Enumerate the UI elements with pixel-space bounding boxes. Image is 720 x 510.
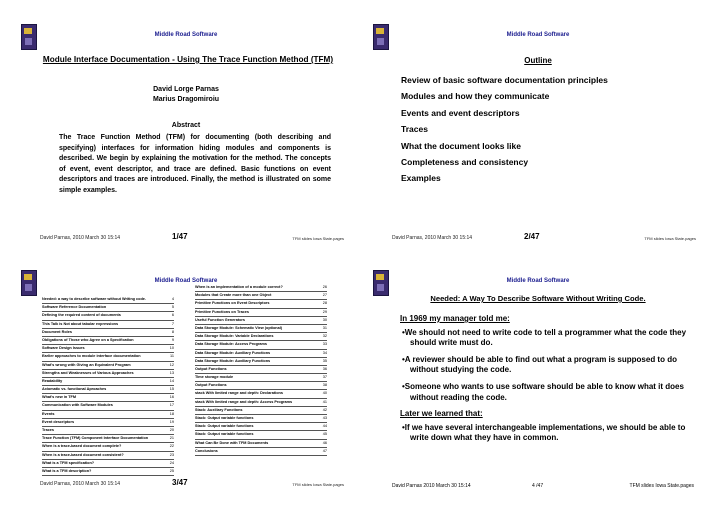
toc-entry-page: 42 — [322, 407, 327, 412]
toc-entry — [195, 399, 327, 407]
outline-item: Modules and how they communicate — [401, 91, 550, 102]
toc-right-column — [195, 284, 327, 456]
toc-entry-title: Defining the required content of documents — [42, 313, 121, 318]
toc-entry-title: Software Reference Documentation — [42, 305, 107, 310]
authors — [18, 85, 354, 105]
toc-entry-title: Data Storage Module: Schematic View (optional) — [195, 325, 283, 330]
toc-entry-title: Stack: Output variable functions — [195, 432, 254, 437]
toc-entry-title: What Can Be Done with TFM Documents — [195, 440, 269, 445]
toc-entry-page: 18 — [169, 411, 174, 416]
page-number: 4 /47 — [532, 483, 544, 489]
toc-entry-page: 13 — [169, 370, 174, 375]
toc-entry-page: 9 — [171, 337, 174, 342]
toc-entry — [42, 394, 174, 402]
toc-entry — [42, 296, 174, 304]
toc-entry-page: 38 — [322, 383, 327, 388]
toc-entry — [42, 419, 174, 427]
toc-entry-title: Stack: Output variable functions — [195, 424, 254, 429]
toc-entry — [42, 460, 174, 468]
bullet: •If we have several interchangeable implementations, we should be able to write down what they have in common. — [402, 422, 686, 443]
toc-entry-page: 28 — [322, 301, 327, 306]
toc-entry-title: Modules that Create more than one Object — [195, 293, 272, 298]
toc-entry — [42, 362, 174, 370]
toc-entry — [195, 284, 327, 292]
toc-entry-page: 31 — [322, 325, 327, 330]
toc-entry-page: 41 — [322, 399, 327, 404]
outline-item: Review of basic software documentation principles — [401, 75, 608, 85]
toc-entry — [195, 431, 327, 439]
toc-entry-title: Primitive Functions on Traces — [195, 309, 250, 314]
toc-entry — [195, 333, 327, 341]
slide-header: Middle Road Software — [506, 32, 570, 38]
toc-entry-title: Output Functions — [195, 383, 227, 388]
toc-entry — [42, 411, 174, 419]
author-1: David Lorge Parnas — [153, 86, 219, 93]
abstract-text: The Trace Function Method (TFM) for documenting (both describing and specifying) interfaces for information hiding modules and components is described. We begin by explaining the motivation for the method. The concepts of event, event descriptor, and trace are defined. Basic functions on event descriptors and traces are introduced. Finally, the method is illustrated on some simple examples. — [59, 134, 331, 194]
toc-entry — [195, 423, 327, 431]
toc-entry-title: stack With limited range and depth: Declarations — [195, 391, 283, 396]
toc-entry — [42, 435, 174, 443]
toc-entry-page: 32 — [322, 334, 327, 339]
toc-entry-page: 12 — [169, 362, 174, 367]
toc-entry-page: 24 — [169, 460, 174, 465]
toc-entry — [195, 350, 327, 358]
toc-entry — [195, 390, 327, 398]
learned-line: Later we learned that: — [400, 409, 483, 419]
toc-entry-page: 22 — [169, 444, 174, 449]
toc-entry-page: 45 — [322, 432, 327, 437]
toc-entry-page: 8 — [171, 329, 174, 334]
page-number: 1/47 — [172, 232, 188, 241]
toc-entry — [42, 370, 174, 378]
toc-entry-title: Stack: Output variable functions — [195, 416, 254, 420]
toc-entry-title: Event descriptors — [42, 419, 75, 424]
toc-entry-page: 27 — [322, 293, 327, 298]
toc-entry-title: Earlier approaches to module interface documentation — [42, 354, 141, 359]
toc-entry — [42, 378, 174, 386]
toc-entry-page: 37 — [322, 375, 327, 380]
toc-entry-page: 11 — [170, 354, 174, 359]
toc-entry — [42, 321, 174, 329]
intro-line: In 1969 my manager told me: — [400, 314, 510, 323]
toc-entry-page: 6 — [171, 313, 174, 318]
footer-left: David Parnas 2010 March 30 15:14 — [392, 483, 471, 489]
footer-left: David Parnas, 2010 March 30 15:14 — [40, 481, 121, 487]
toc-entry-title: Data Storage Module: Access Programs — [195, 342, 268, 347]
outline-item: Completeness and consistency — [401, 156, 529, 167]
bullet: •A reviewer should be able to find out what a program is supposed to do without studying the code. — [402, 354, 677, 375]
toc-entry — [195, 448, 327, 456]
toc-entry — [42, 468, 174, 476]
toc-entry — [42, 402, 174, 410]
toc-entry-page: 36 — [322, 366, 327, 371]
outline-item: Examples — [401, 173, 441, 184]
toc-entry-title: This Talk is Not about tabular expressions — [42, 321, 119, 326]
toc-entry-title: Needed: a way to describe software without Writing code. — [42, 297, 146, 301]
slide-1 — [18, 20, 354, 249]
toc-entry-page: 17 — [169, 403, 174, 408]
toc-entry-page: 34 — [322, 350, 327, 355]
toc-entry-title: Primitive Functions on Event Descriptors — [195, 301, 270, 306]
toc-entry-page: 30 — [322, 317, 327, 322]
toc-entry — [42, 386, 174, 394]
toc-entry — [195, 300, 327, 308]
toc-entry-title: Events — [42, 411, 55, 416]
toc-entry-title: Axiomatic vs. functional Aproaches — [42, 387, 107, 392]
toc-entry-title: When is a trace-based document complete? — [42, 444, 122, 449]
toc-entry — [42, 427, 174, 435]
footer-right: TFM slides Iowa State.pages — [292, 236, 344, 241]
outline-item: Traces — [401, 124, 428, 135]
toc-entry — [42, 304, 174, 312]
bullet: •Someone who wants to use software should be able to know what it does without reading the code. — [402, 381, 684, 402]
toc-entry-page: 47 — [322, 448, 327, 453]
toc-entry — [195, 374, 327, 382]
toc-entry-title: Useful Function Generators — [195, 317, 245, 322]
toc-entry-title: When is an implementation of a module correct? — [195, 285, 283, 289]
outline-item: What the document looks like — [401, 140, 521, 151]
toc-entry — [195, 415, 327, 423]
author-2: Marius Dragomiroiu — [152, 96, 220, 103]
toc-entry-title: Time storage module — [195, 375, 234, 380]
toc-entry-title: When is a trace-based document consistent? — [42, 452, 124, 457]
slide-title: Module Interface Documentation - Using The Trace Function Method (TFM) — [42, 55, 334, 64]
toc-entry-page: 20 — [169, 428, 174, 432]
toc-entry — [195, 407, 327, 415]
toc-entry-title: Stack: Auxiliary Functions — [195, 407, 243, 412]
page-number: 3/47 — [172, 478, 188, 487]
toc-entry-title: Document Roles — [42, 329, 72, 334]
toc-entry — [42, 337, 174, 345]
toc-entry-title: Communication with Software Modules — [42, 403, 113, 408]
toc-entry-page: 33 — [322, 342, 327, 347]
toc-entry-title: Software Design Issues — [42, 346, 85, 351]
toc-entry — [195, 440, 327, 448]
toc-entry — [195, 358, 327, 366]
toc-entry-page: 5 — [171, 305, 174, 310]
slide-4 — [370, 266, 706, 495]
page-number: 2/47 — [524, 232, 540, 241]
outline-list — [401, 72, 608, 187]
toc-entry — [195, 292, 327, 300]
toc-entry-title: What is a TFM description? — [42, 468, 92, 473]
slide-title: Needed: A Way To Describe Software Without Writing Code. — [430, 294, 646, 303]
toc-entry — [195, 309, 327, 317]
toc-entry-page: 40 — [322, 391, 327, 396]
toc-entry-page: 26 — [322, 285, 327, 289]
toc-entry — [42, 312, 174, 320]
toc-entry-title: Readability — [42, 378, 63, 383]
toc-entry-page: 23 — [169, 452, 174, 457]
slide-header: Middle Road Software — [506, 278, 570, 284]
toc-entry — [42, 353, 174, 361]
footer-right: TFM slides Iowa State.pages — [644, 236, 696, 241]
bullet: •We should not need to write code to tell a programmer what the code they should write must do. — [402, 327, 687, 348]
toc-entry-page: 43 — [322, 416, 327, 420]
toc-entry-page: 35 — [322, 358, 327, 363]
toc-entry-page: 21 — [169, 436, 174, 441]
toc-entry-page: 4 — [171, 297, 174, 301]
toc-left-column — [42, 296, 174, 476]
toc-entry-title: Trace Function (TFM) Component Interface Documentation — [42, 436, 149, 441]
toc-entry-title: What's new in TFM — [42, 395, 77, 400]
toc-entry-page: 15 — [169, 387, 174, 392]
toc-entry-title: What's wrong with Giving an Equivalent Program — [42, 362, 131, 367]
toc-entry-page: 16 — [169, 395, 174, 400]
toc-entry-page: 14 — [169, 378, 174, 383]
toc-entry — [195, 317, 327, 325]
toc-entry — [195, 325, 327, 333]
toc-entry-page: 7 — [171, 321, 174, 326]
toc-entry-title: Obligations of Those who Agree on a Specification — [42, 337, 134, 342]
toc-entry-title: Conclusions — [195, 448, 218, 453]
outline-item: Events and event descriptors — [401, 107, 520, 118]
toc-entry-title: Traces — [42, 428, 55, 432]
slide-header: Middle Road Software — [154, 278, 218, 284]
toc-entry — [42, 443, 174, 451]
slide-2 — [370, 20, 706, 249]
toc-entry — [195, 382, 327, 390]
slide-3 — [18, 266, 354, 495]
toc-entry-page: 19 — [169, 419, 174, 424]
footer-left: David Parnas, 2010 March 30 15:14 — [40, 235, 121, 241]
toc-entry-page: 25 — [169, 468, 174, 473]
toc-entry — [42, 345, 174, 353]
toc-entry-title: Output Functions — [195, 366, 227, 371]
footer-right: TFM slides Iowa State.pages — [292, 482, 344, 487]
toc-entry — [42, 329, 174, 337]
toc-entry-page: 29 — [322, 309, 327, 314]
toc-entry-title: Data Storage Module: Auxiliary Functions — [195, 358, 271, 363]
abstract-heading: Abstract — [171, 122, 201, 129]
toc-entry-title: What is a TFM specification? — [42, 460, 95, 465]
slide-header: Middle Road Software — [154, 32, 218, 38]
footer-right: TFM slides Iowa State.pages — [629, 483, 694, 489]
toc-entry — [195, 341, 327, 349]
outline-title: Outline — [524, 56, 552, 65]
toc-entry-page: 46 — [322, 440, 327, 445]
toc-entry-page: 10 — [169, 346, 174, 351]
toc-entry — [195, 366, 327, 374]
toc-entry-title: Data Storage Module: Variable Declarations — [195, 334, 274, 339]
slide-body — [400, 310, 700, 450]
toc-entry-page: 44 — [322, 424, 327, 429]
toc-entry-title: Data Storage Module: Auxiliary Functions — [195, 350, 271, 355]
footer-left: David Parnas, 2010 March 30 15:14 — [392, 235, 473, 241]
toc-entry-title: Strengths and Weaknesses of Various Approaches — [42, 370, 134, 375]
toc-entry-title: stack With limited range and depth: Access Programs — [195, 399, 293, 404]
toc-entry — [42, 452, 174, 460]
